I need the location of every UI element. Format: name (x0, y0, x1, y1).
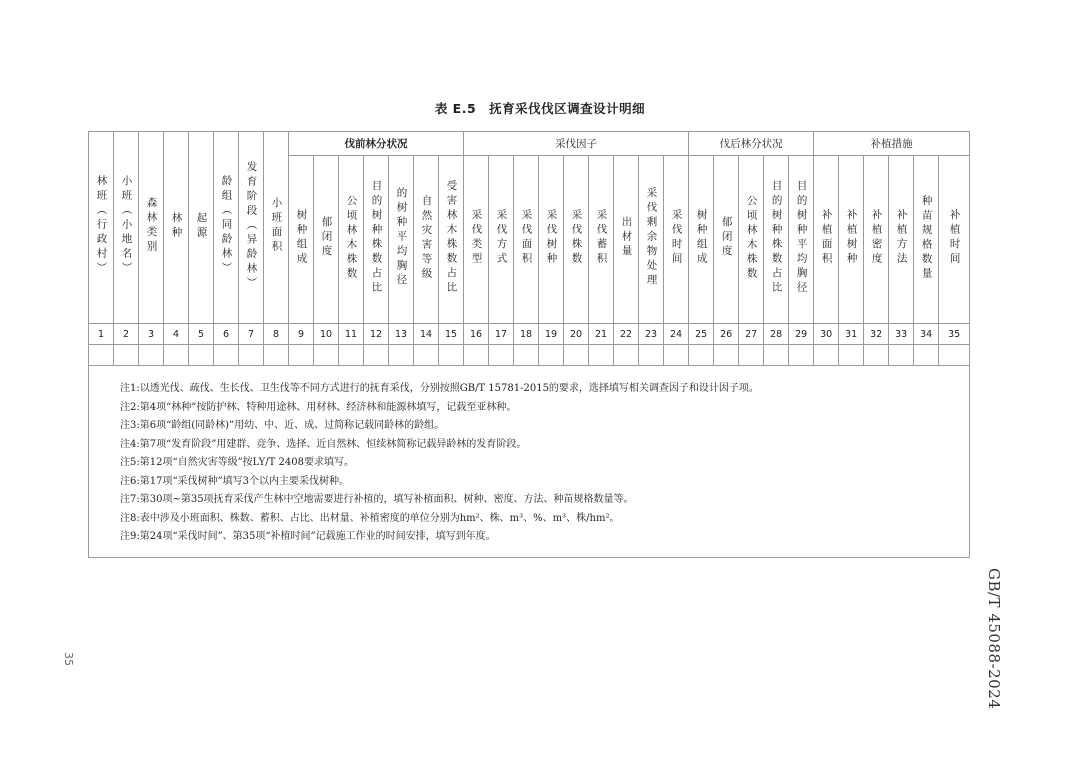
note-6: 注6:第17项“采伐树种”填写3个以内主要采伐树种。 (120, 475, 350, 487)
col-header-11: 公顷林木株数 (339, 156, 364, 324)
col-header-10: 郁闭度 (314, 156, 339, 324)
column-number: 8 (264, 324, 289, 345)
column-number: 17 (489, 324, 514, 345)
column-number: 4 (164, 324, 189, 345)
page-number: 35 (62, 652, 75, 666)
column-number: 29 (789, 324, 814, 345)
col-header-23: 采伐剩余物处理 (639, 156, 664, 324)
col-header-22: 出材量 (614, 156, 639, 324)
column-number: 32 (864, 324, 889, 345)
col-header-15: 受害林木株数占比 (439, 156, 464, 324)
column-number: 9 (289, 324, 314, 345)
column-number: 20 (564, 324, 589, 345)
column-number: 31 (839, 324, 864, 345)
col-header-28: 目的树种株数占比 (764, 156, 789, 324)
column-number: 2 (114, 324, 139, 345)
table-title: 表 E.5 抚育采伐伐区调查设计明细 (434, 101, 646, 116)
col-header-9: 树种组成 (289, 156, 314, 324)
col-header-31: 补植树种 (839, 156, 864, 324)
column-number: 26 (714, 324, 739, 345)
column-number: 35 (939, 324, 970, 345)
column-number: 24 (664, 324, 689, 345)
col-header-26: 郁闭度 (714, 156, 739, 324)
col-header-27: 公顷林木株数 (739, 156, 764, 324)
group-header-harvest-factors: 采伐因子 (464, 132, 689, 156)
column-number: 14 (414, 324, 439, 345)
col-header-25: 树种组成 (689, 156, 714, 324)
column-number: 27 (739, 324, 764, 345)
group-header-replanting: 补植措施 (814, 132, 970, 156)
col-header-17: 采伐方式 (489, 156, 514, 324)
col-header-20: 采伐株数 (564, 156, 589, 324)
header-group-row (89, 132, 970, 156)
column-number: 13 (389, 324, 414, 345)
col-header-13: 的树种平均胸径 (389, 156, 414, 324)
col-header-14: 自然灾害等级 (414, 156, 439, 324)
col-header-8: 小班面积 (264, 132, 289, 324)
table-notes (89, 366, 970, 558)
col-header-12: 目的树种株数占比 (364, 156, 389, 324)
col-header-6: 龄组（同龄林） (214, 132, 239, 324)
note-9: 注9:第24项“采伐时间”、第35项“补植时间”记载施工作业的时间安排，填写到年度。 (120, 531, 496, 542)
col-header-7: 发育阶段（异龄林） (239, 132, 264, 324)
column-number: 7 (239, 324, 264, 345)
empty-data-row (89, 345, 970, 366)
column-number: 18 (514, 324, 539, 345)
col-header-24: 采伐时间 (664, 156, 689, 324)
col-header-33: 补植方法 (889, 156, 914, 324)
column-number: 1 (89, 324, 114, 345)
col-header-30: 补植面积 (814, 156, 839, 324)
note-8: 注8:表中涉及小班面积、株数、蓄积、占比、出材量、补植密度的单位分别为hm²、株、m³、%、m³、株/hm²。 (120, 512, 620, 524)
column-number: 22 (614, 324, 639, 345)
col-header-16: 采伐类型 (464, 156, 489, 324)
column-number: 10 (314, 324, 339, 345)
column-number-row (89, 324, 970, 345)
column-number: 5 (189, 324, 214, 345)
note-2: 注2:第4项“林种”按防护林、特种用途林、用材林、经济林和能源林填写，记载至亚林种。 (120, 401, 517, 413)
column-number: 28 (764, 324, 789, 345)
survey-design-table (88, 131, 970, 558)
col-header-21: 采伐蓄积 (589, 156, 614, 324)
column-number: 12 (364, 324, 389, 345)
note-3: 注3:第6项“龄组(同龄林)”用幼、中、近、成、过简称记载同龄林的龄组。 (120, 420, 445, 431)
column-number: 34 (914, 324, 939, 345)
notes-row (89, 366, 970, 558)
group-header-post-harvest: 伐后林分状况 (689, 132, 814, 156)
column-number: 3 (139, 324, 164, 345)
col-header-35: 补植时间 (939, 156, 970, 324)
column-number: 21 (589, 324, 614, 345)
col-header-5: 起源 (189, 132, 214, 324)
group-header-pre-harvest: 伐前林分状况 (289, 132, 464, 156)
col-header-18: 采伐面积 (514, 156, 539, 324)
column-number: 11 (339, 324, 364, 345)
note-1: 注1:以透光伐、疏伐、生长伐、卫生伐等不同方式进行的抚育采伐，分别按照GB/T 15781-2015的要求，选择填写相关调查因子和设计因子项。 (120, 383, 759, 394)
column-number: 16 (464, 324, 489, 345)
column-number: 30 (814, 324, 839, 345)
col-header-1: 林班（行政村） (89, 132, 114, 324)
column-number: 33 (889, 324, 914, 345)
standard-code: GB/T 45088-2024 (985, 568, 1003, 710)
column-number: 6 (214, 324, 239, 345)
note-4: 注4:第7项“发育阶段”用建群、竞争、选择、近自然林、恒续林简称记载异龄林的发育阶段。 (120, 438, 527, 450)
column-number: 19 (539, 324, 564, 345)
col-header-32: 补植密度 (864, 156, 889, 324)
column-number: 23 (639, 324, 664, 345)
note-5: 注5:第12项“自然灾害等级”按LY/T 2408要求填写。 (120, 457, 354, 468)
column-number: 25 (689, 324, 714, 345)
col-header-2: 小班（小地名） (114, 132, 139, 324)
col-header-34: 种苗规格数量 (914, 156, 939, 324)
col-header-3: 森林类别 (139, 132, 164, 324)
col-header-19: 采伐树种 (539, 156, 564, 324)
column-number: 15 (439, 324, 464, 345)
note-7: 注7:第30项~第35项抚育采伐产生林中空地需要进行补植的，填写补植面积、树种、密度、方法、种苗规格数量等。 (120, 494, 634, 505)
col-header-29: 目的树种平均胸径 (789, 156, 814, 324)
col-header-4: 林种 (164, 132, 189, 324)
